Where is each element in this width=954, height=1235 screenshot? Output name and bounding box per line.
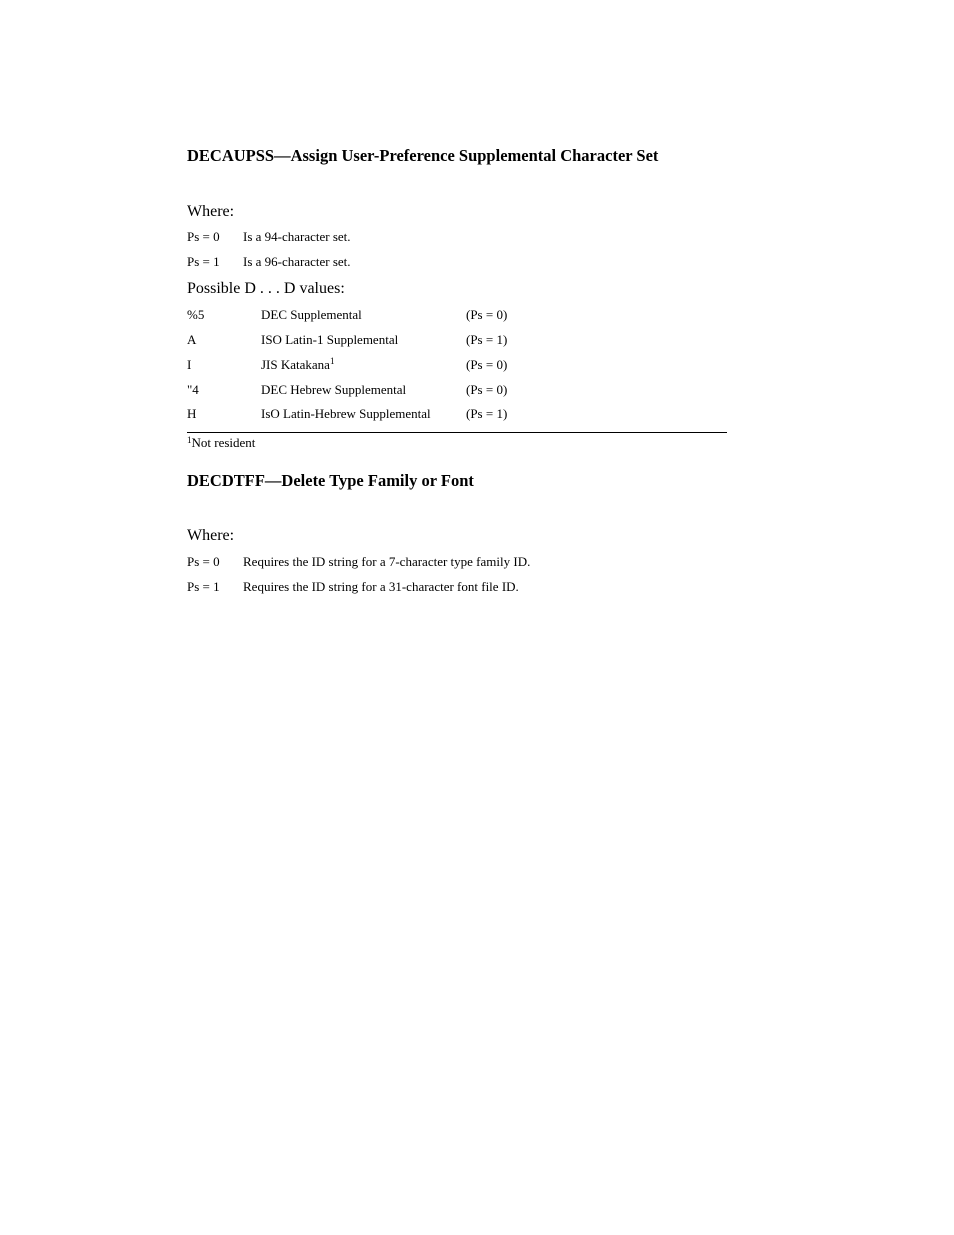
footnote-mark: 1 [329,356,335,366]
value-name: DEC Hebrew Supplemental [261,382,407,397]
value-code: "4 [187,382,199,397]
value-ps: (Ps = 0) [466,357,508,372]
value-code: A [187,332,197,347]
param-description: Requires the ID string for a 31-character font file ID. [243,579,519,594]
param-name: Ps = 1 [187,254,220,269]
value-name: ISO Latin-1 Supplemental [261,332,399,347]
value-ps: (Ps = 0) [466,307,508,322]
param-name: Ps = 0 [187,229,220,244]
values-label: Possible D . . . D values: [187,280,345,297]
param-name: Ps = 1 [187,579,220,594]
value-ps: (Ps = 1) [466,406,508,421]
where-label: Where: [187,203,235,220]
value-name: DEC Supplemental [261,307,362,322]
value-name-cell [261,357,334,373]
footnote [187,435,255,451]
footnote-number: 1 [187,435,192,445]
footnote-text: Not resident [191,435,256,450]
param-name: Ps = 0 [187,554,220,569]
section-heading-decaupss: DECAUPSS—Assign User-Preference Supplemental Character Set [187,146,659,165]
value-code: H [187,406,197,421]
value-ps: (Ps = 0) [466,382,508,397]
param-description: Requires the ID string for a 7-character type family ID. [243,554,531,569]
footnote-rule [187,432,727,433]
value-ps: (Ps = 1) [466,332,508,347]
value-name: JIS Katakana [261,357,330,372]
value-name: IsO Latin-Hebrew Supplemental [261,406,431,421]
param-description: Is a 94-character set. [243,229,351,244]
value-code: I [187,357,192,372]
where-label: Where: [187,527,235,544]
section-heading-decdtff: DECDTFF—Delete Type Family or Font [187,471,474,490]
param-description: Is a 96-character set. [243,254,351,269]
value-code: %5 [187,307,205,322]
